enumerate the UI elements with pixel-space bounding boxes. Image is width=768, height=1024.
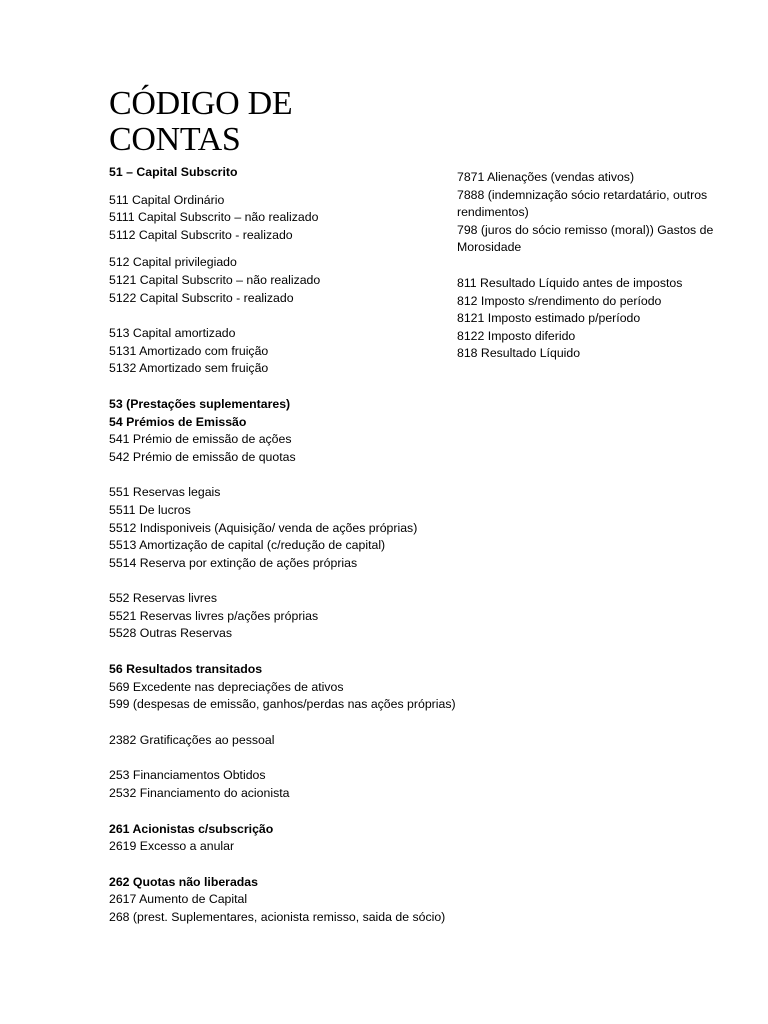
account-line: 569 Excedente nas depreciações de ativos: [109, 679, 344, 694]
page-title: [109, 86, 292, 158]
account-line: 798 (juros do sócio remisso (moral)) Gastos de Morosidade: [457, 222, 714, 255]
account-line: 551 Reservas legais: [109, 485, 221, 500]
account-line: 552 Reservas livres: [109, 591, 217, 606]
account-line: 268 (prest. Suplementares, acionista remisso, saida de sócio): [109, 910, 446, 924]
account-line: 5131 Amortizado com fruição: [109, 343, 269, 358]
account-line: 8122 Imposto diferido: [457, 328, 576, 343]
account-line: 5511 De lucros: [109, 502, 191, 517]
account-line: 5528 Outras Reservas: [109, 626, 233, 641]
account-line: 5122 Capital Subscrito - realizado: [109, 290, 294, 305]
account-line: 5513 Amortização de capital (c/redução de capital): [109, 538, 386, 553]
account-line: 811 Resultado Líquido antes de impostos: [457, 275, 683, 290]
account-line: 812 Imposto s/rendimento do período: [457, 293, 662, 308]
account-line: 5512 Indisponiveis (Aquisição/ venda de ações próprias): [109, 520, 418, 535]
account-line: 541 Prémio de emissão de ações: [109, 432, 292, 447]
account-line: 8121 Imposto estimado p/período: [457, 311, 641, 326]
account-line: 262 Quotas não liberadas: [109, 874, 258, 889]
account-line: 542 Prémio de emissão de quotas: [109, 449, 296, 464]
account-line: 5121 Capital Subscrito – não realizado: [109, 272, 321, 287]
account-line: 511 Capital Ordinário: [109, 192, 225, 207]
account-line: 2532 Financiamento do acionista: [109, 786, 290, 801]
account-line: 253 Financiamentos Obtidos: [109, 768, 266, 783]
account-line: 2619 Excesso a anular: [109, 839, 235, 854]
account-line: 7871 Alienações (vendas ativos): [457, 170, 635, 184]
account-line: 51 – Capital Subscrito: [109, 165, 238, 179]
account-line: 5521 Reservas livres p/ações próprias: [109, 608, 319, 623]
page-title-line-2: CONTAS: [109, 121, 241, 158]
account-line: 513 Capital amortizado: [109, 326, 236, 341]
account-line: 5112 Capital Subscrito - realizado: [109, 227, 293, 242]
page-title-line-1: CÓDIGO DE: [109, 85, 293, 122]
account-line: 54 Prémios de Emissão: [109, 414, 247, 429]
account-line: 53 (Prestações suplementares): [109, 396, 291, 411]
account-line: 5111 Capital Subscrito – não realizado: [109, 210, 319, 225]
account-line: 261 Acionistas c/subscrição: [109, 821, 274, 836]
account-line: 818 Resultado Líquido: [457, 346, 581, 361]
account-line: 7888 (indemnização sócio retardatário, outros rendimentos): [457, 187, 708, 220]
right-column: [457, 169, 747, 363]
account-line: 512 Capital privilegiado: [109, 255, 237, 270]
account-line: 2617 Aumento de Capital: [109, 892, 248, 907]
account-line: 599 (despesas de emissão, ganhos/perdas nas ações próprias): [109, 697, 456, 712]
account-line: 2382 Gratificações ao pessoal: [109, 732, 275, 747]
account-line: 5514 Reserva por extinção de ações próprias: [109, 555, 358, 570]
left-column: [109, 164, 456, 927]
account-line: 56 Resultados transitados: [109, 662, 263, 677]
account-line: 5132 Amortizado sem fruição: [109, 361, 269, 376]
